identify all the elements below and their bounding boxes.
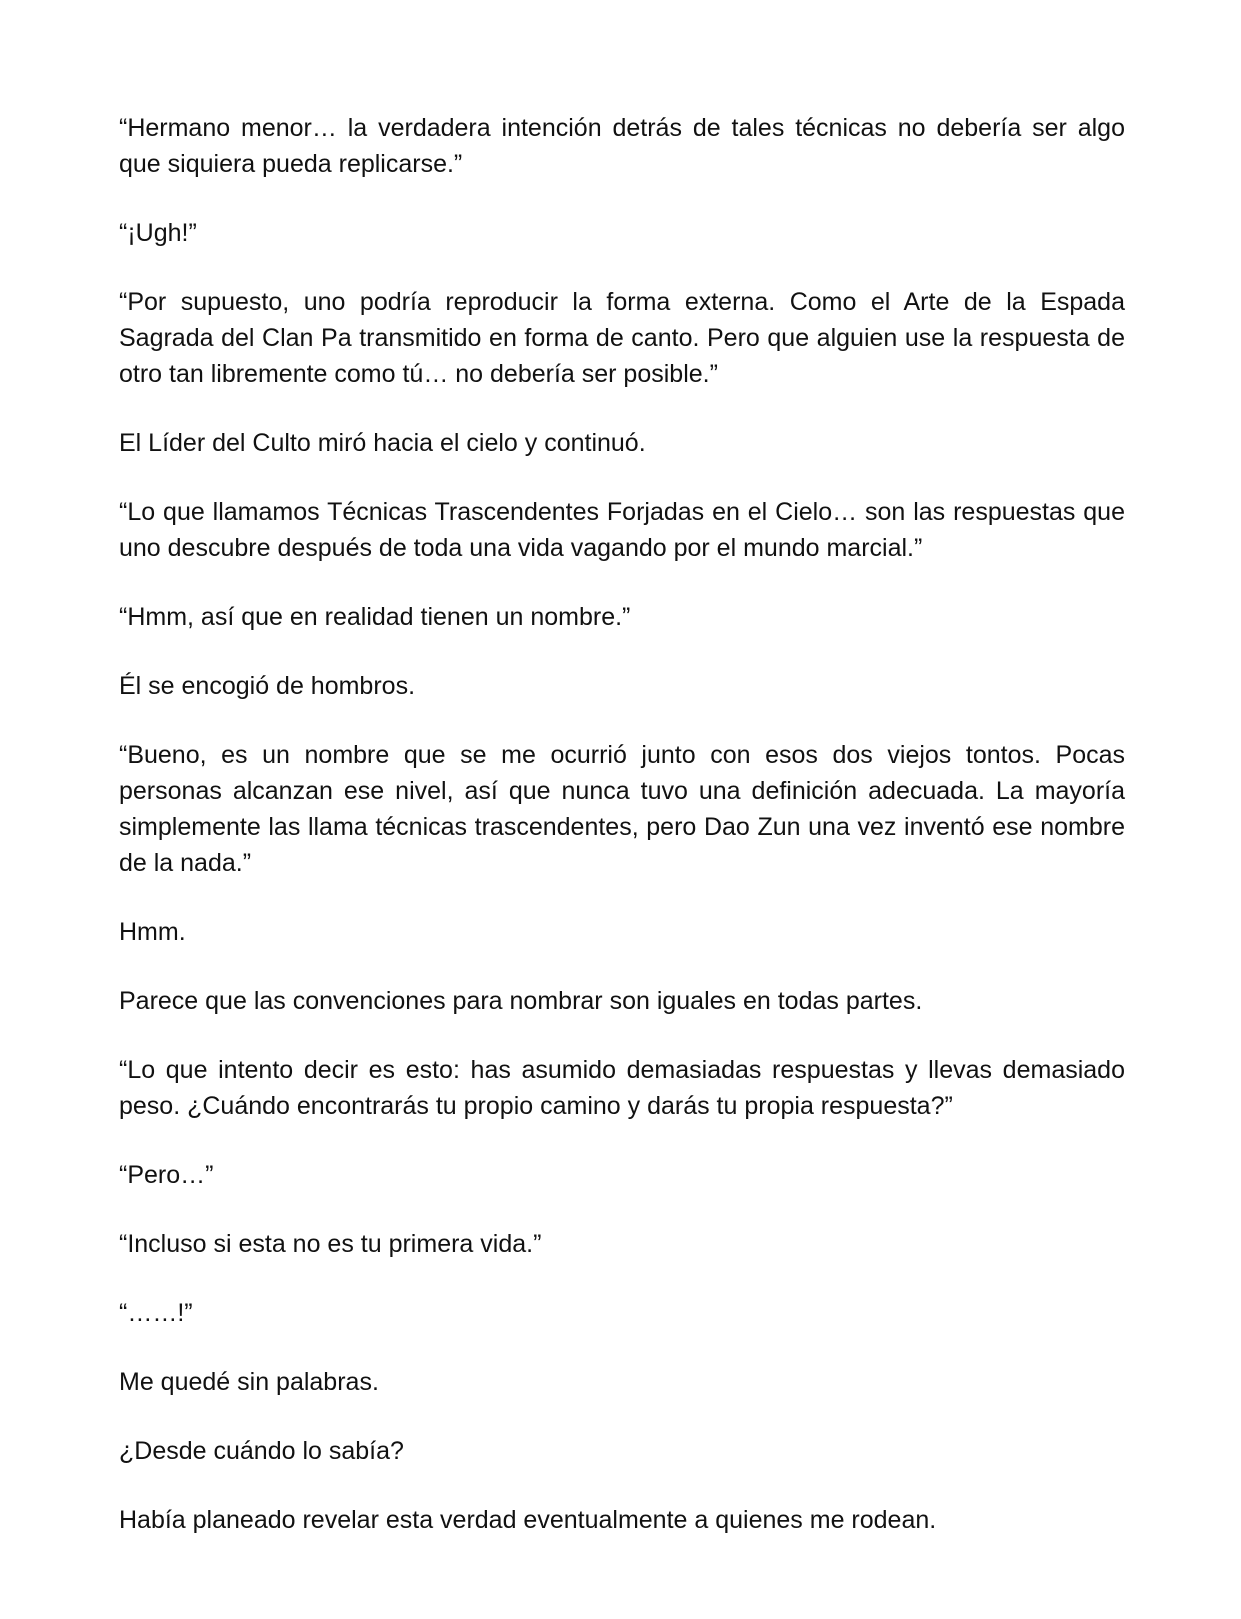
paragraph: “Por supuesto, uno podría reproducir la forma externa. Como el Arte de la Espada Sagrada del Clan Pa transmitido en forma de canto. Pero que alguien use la respuesta de otro tan libremente como tú… no debería ser posible.” bbox=[119, 288, 1125, 388]
document-page bbox=[119, 110, 1125, 1571]
paragraph: “Hmm, así que en realidad tienen un nombre.” bbox=[119, 603, 631, 631]
paragraph: Él se encogió de hombros. bbox=[119, 672, 416, 700]
paragraph: Me quedé sin palabras. bbox=[119, 1368, 379, 1396]
paragraph: Había planeado revelar esta verdad eventualmente a quienes me rodean. bbox=[119, 1506, 937, 1534]
paragraph: “Lo que intento decir es esto: has asumido demasiadas respuestas y llevas demasiado peso. ¿Cuándo encontrarás tu propio camino y darás tu propia respuesta?” bbox=[119, 1056, 1125, 1120]
paragraph: “Hermano menor… la verdadera intención detrás de tales técnicas no debería ser algo que siquiera pueda replicarse.” bbox=[119, 114, 1125, 178]
paragraph: “Lo que llamamos Técnicas Trascendentes Forjadas en el Cielo… son las respuestas que uno descubre después de toda una vida vagando por el mundo marcial.” bbox=[119, 498, 1125, 562]
paragraph: “¡Ugh!” bbox=[119, 219, 197, 247]
paragraph: Parece que las convenciones para nombrar son iguales en todas partes. bbox=[119, 987, 923, 1015]
paragraph: “Incluso si esta no es tu primera vida.” bbox=[119, 1230, 542, 1258]
paragraph: “Pero…” bbox=[119, 1161, 214, 1189]
paragraph: Hmm. bbox=[119, 918, 186, 946]
paragraph: ¿Desde cuándo lo sabía? bbox=[119, 1437, 404, 1465]
paragraph: “Bueno, es un nombre que se me ocurrió junto con esos dos viejos tontos. Pocas personas alcanzan ese nivel, así que nunca tuvo una definición adecuada. La mayoría simplemente las llama técnicas trascendentes, pero Dao Zun una vez inventó ese nombre de la nada.” bbox=[119, 741, 1125, 877]
paragraph: “……!” bbox=[119, 1299, 193, 1327]
paragraph: El Líder del Culto miró hacia el cielo y continuó. bbox=[119, 429, 646, 457]
